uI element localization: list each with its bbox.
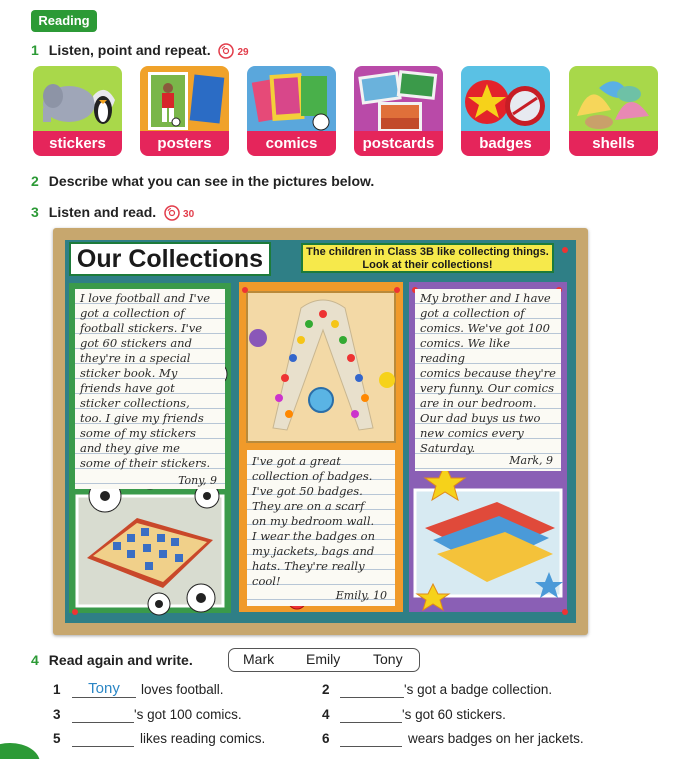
track-number: 30 xyxy=(183,209,195,220)
item-number: 5 xyxy=(53,731,61,746)
exercise-instruction: Listen, point and repeat. xyxy=(48,42,211,58)
note-line: comics. We've got 100 xyxy=(420,321,550,335)
audio-cd-icon[interactable] xyxy=(164,205,180,221)
exercise-4-heading xyxy=(31,652,193,668)
note-line: My brother and I have xyxy=(420,291,551,305)
answer-text: Tony xyxy=(88,680,120,697)
exercise-1-heading xyxy=(31,42,249,59)
badges-picture-icon xyxy=(461,66,550,138)
note-line: Our dad buys us two xyxy=(420,411,541,425)
note-line: cool! xyxy=(252,574,281,588)
board-intro-line: Look at their collections! xyxy=(362,259,493,271)
note-line: friends have got xyxy=(80,381,175,395)
exercise-number: 2 xyxy=(31,173,39,189)
note-line: I've got a great xyxy=(252,454,341,468)
vocab-card-stickers[interactable] xyxy=(33,66,122,156)
note-line: some of my stickers xyxy=(80,426,196,440)
vocab-card-posters[interactable] xyxy=(140,66,229,156)
corner-decoration xyxy=(0,743,40,759)
exercise-number: 1 xyxy=(31,42,39,58)
exercise-item-6 xyxy=(322,731,602,749)
note-line: got a collection of xyxy=(420,306,525,320)
collections-board xyxy=(53,228,588,635)
track-number: 29 xyxy=(237,47,249,58)
shells-picture-icon xyxy=(569,66,658,138)
note-line: got 60 stickers and xyxy=(80,336,192,350)
note-line: some of their stickers. xyxy=(80,456,211,470)
section-label: Reading xyxy=(31,10,97,32)
note-line: collection of badges. xyxy=(252,469,373,483)
note-line: I wear the badges on xyxy=(252,529,375,543)
board-intro-line: The children in Class 3B like collecting things. xyxy=(306,246,549,258)
board-title: Our Collections xyxy=(69,242,271,276)
vocab-label: comics xyxy=(247,131,336,156)
exercise-instruction: Describe what you can see in the pictures below. xyxy=(48,173,375,189)
word-box-item: Tony xyxy=(373,651,403,667)
vocab-card-comics[interactable] xyxy=(247,66,336,156)
note-signature: Tony, 9 xyxy=(178,474,217,487)
note-tony xyxy=(75,289,225,489)
vocab-card-shells[interactable] xyxy=(569,66,658,156)
answer-blank[interactable] xyxy=(72,731,134,747)
audio-cd-icon[interactable] xyxy=(218,43,234,59)
item-text: likes reading comics. xyxy=(140,731,266,746)
note-signature: Mark, 9 xyxy=(509,454,553,467)
note-emily xyxy=(247,450,395,606)
note-line: and they give me xyxy=(80,441,180,455)
vocab-card-badges[interactable] xyxy=(461,66,550,156)
exercise-item-3 xyxy=(53,707,293,725)
item-text: wears badges on her jackets. xyxy=(408,731,584,746)
note-signature: Emily, 10 xyxy=(335,589,387,602)
item-number: 3 xyxy=(53,707,61,722)
item-text: 's got 60 stickers. xyxy=(402,707,506,722)
note-line: hats. They're really xyxy=(252,559,365,573)
item-number: 1 xyxy=(53,682,61,697)
exercise-item-1 xyxy=(53,682,293,700)
note-line: my jackets, bags and xyxy=(252,544,375,558)
vocab-label: posters xyxy=(140,131,229,156)
item-text: 's got a badge collection. xyxy=(404,682,553,697)
note-line: Saturday. xyxy=(420,441,476,455)
item-text: loves football. xyxy=(141,682,224,697)
vocab-label: shells xyxy=(569,131,658,156)
exercise-2-heading xyxy=(31,173,374,189)
word-box-item: Emily xyxy=(306,651,341,667)
exercise-instruction: Listen and read. xyxy=(48,204,157,220)
note-line: got a collection of xyxy=(80,306,185,320)
note-line: on my bedroom wall. xyxy=(252,514,375,528)
exercise-instruction: Read again and write. xyxy=(48,652,193,668)
exercise-item-4 xyxy=(322,707,582,725)
note-line: comics because they're xyxy=(420,366,556,380)
answer-blank[interactable] xyxy=(340,731,402,747)
exercise-number: 3 xyxy=(31,204,39,220)
note-line: very funny. Our comics xyxy=(420,381,554,395)
item-text: 's got 100 comics. xyxy=(134,707,242,722)
note-line: they're in a special xyxy=(80,351,191,365)
item-number: 6 xyxy=(322,731,330,746)
note-line: comics. We like reading xyxy=(420,336,511,365)
vocab-card-postcards[interactable] xyxy=(354,66,443,156)
note-line: sticker book. My xyxy=(80,366,178,380)
note-line: too. I give my friends xyxy=(80,411,204,425)
note-mark xyxy=(415,289,561,471)
posters-picture-icon xyxy=(140,66,229,138)
postcards-picture-icon xyxy=(354,66,443,138)
answer-blank[interactable] xyxy=(340,682,404,698)
board-intro xyxy=(301,243,554,273)
vocab-label: postcards xyxy=(354,131,443,156)
word-box xyxy=(228,648,420,672)
vocab-label: stickers xyxy=(33,131,122,156)
item-number: 4 xyxy=(322,707,330,722)
vocab-label: badges xyxy=(461,131,550,156)
note-line: sticker collections, xyxy=(80,396,190,410)
note-line: new comics every xyxy=(420,426,524,440)
answer-blank[interactable] xyxy=(72,707,134,723)
comics-picture-icon xyxy=(247,66,336,138)
word-box-item: Mark xyxy=(243,651,275,667)
exercise-item-2 xyxy=(322,682,582,700)
answer-blank[interactable] xyxy=(340,707,402,723)
note-line: They are on a scarf xyxy=(252,499,365,513)
note-line: I love football and I've xyxy=(80,291,210,305)
note-line: are in our bedroom. xyxy=(420,396,537,410)
item-number: 2 xyxy=(322,682,330,697)
note-line: football stickers. I've xyxy=(80,321,203,335)
stickers-picture-icon xyxy=(33,66,122,138)
exercise-number: 4 xyxy=(31,652,39,668)
note-line: I've got 50 badges. xyxy=(252,484,363,498)
exercise-3-heading xyxy=(31,204,194,221)
exercise-item-5 xyxy=(53,731,293,749)
